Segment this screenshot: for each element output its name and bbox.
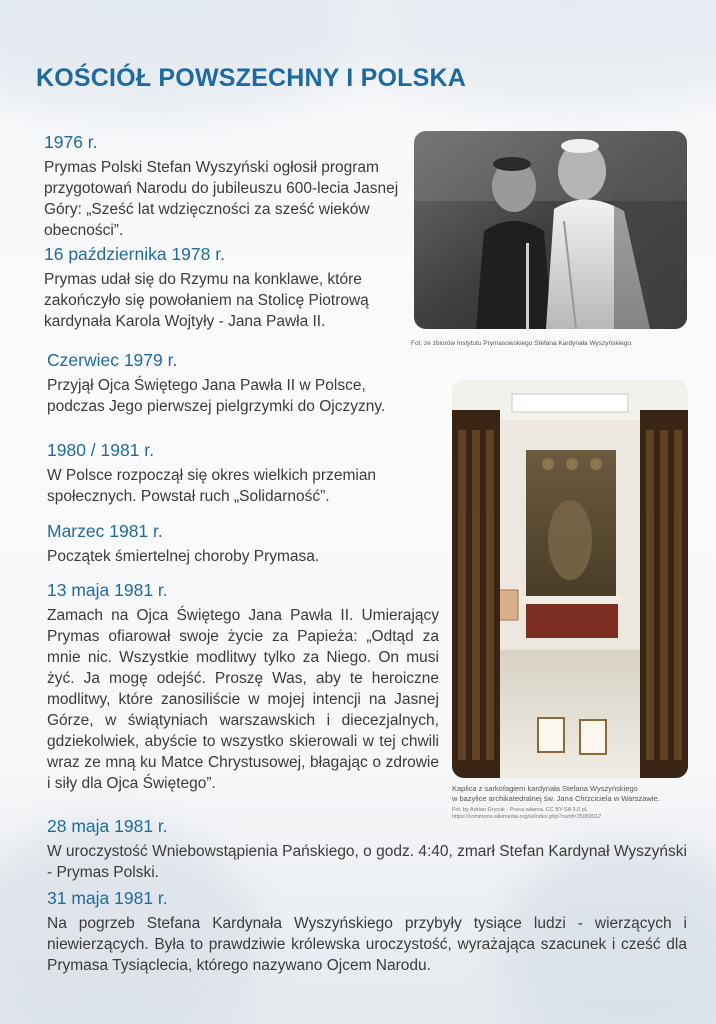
entry-date: Czerwiec 1979 r. bbox=[47, 350, 178, 370]
background-cloud bbox=[380, 0, 716, 110]
entry-text: W Polsce rozpoczął się okres wielkich przemian społecznych. Powstał ruch „Solidarność”. bbox=[47, 467, 377, 505]
timeline-entry bbox=[47, 521, 427, 567]
entry-date: 16 października 1978 r. bbox=[44, 244, 225, 264]
entry-date: 1980 / 1981 r. bbox=[47, 440, 155, 460]
photo-image bbox=[414, 131, 687, 329]
page-title: KOŚCIÓŁ POWSZECHNY I POLSKA bbox=[36, 64, 466, 92]
entry-date: Marzec 1981 r. bbox=[47, 521, 163, 541]
entry-text: Na pogrzeb Stefana Kardynała Wyszyńskiego przybyły tysiące ludzi - wierzących i niewierzących. Była to prawdziwie królewska uroczystość, wyrażająca szacunek i cześć dla Prymasa Tysiąclecia, którego nazywano Ojcem Narodu. bbox=[47, 915, 687, 974]
entry-text: Przyjął Ojca Świętego Jana Pawła II w Polsce, podczas Jego pierwszej pielgrzymki do Ojczyzny. bbox=[47, 377, 386, 415]
photo-primate-and-pope bbox=[414, 131, 687, 329]
timeline-entry bbox=[47, 580, 439, 794]
entry-date: 31 maja 1981 r. bbox=[47, 888, 168, 908]
entry-text: Zamach na Ojca Świętego Jana Pawła II. Umierający Prymas ofiarował swoje życie za Papieża: „Odtąd za mnie nic. Wszystkie modlitwy tylko za Niego. On musi żyć. Ja mogę odejść. Proszę Was, aby te heroiczne modlitwy, które zanosiliście w mojej intencji na Jasnej Górze, w świątyniach warszawskich i diecezjalnych, gdziekolwiek, abyście to wszystko skierowali w tej chwili wraz ze mną ku Matce Chrystusowej, błagając o zdrowie i siły dla Ojca Świętego”. bbox=[47, 607, 439, 792]
timeline-entry bbox=[47, 816, 687, 883]
credit-line: Fot. by Adrian Grycuk - Praca własna, CC BY-SA 3.0 pl, bbox=[452, 807, 588, 813]
entry-text: Prymas Polski Stefan Wyszyński ogłosił program przygotowań Narodu do jubileuszu 600-lecia Jasnej Góry: „Sześć lat wdzięczności za sześć wieków obecności”. bbox=[44, 159, 399, 239]
caption-line: Kaplica z sarkofagiem kardynała Stefana Wyszyńskiego bbox=[452, 784, 638, 793]
photo-caption: Fot. ze zbiorów Instytutu Prymasowskiego Stefana Kardynała Wyszyńskiego. bbox=[411, 340, 633, 347]
caption-line: w bazylice archikatedralnej św. Jana Chrzciciela w Warszawie. bbox=[452, 794, 660, 803]
photo-caption bbox=[452, 784, 712, 804]
entry-date: 1976 r. bbox=[44, 132, 98, 152]
timeline-entry bbox=[47, 888, 687, 976]
timeline-entry bbox=[47, 440, 432, 507]
timeline-entry bbox=[44, 244, 399, 332]
photo-image bbox=[452, 380, 688, 778]
entry-date: 28 maja 1981 r. bbox=[47, 816, 168, 836]
credit-line: https://commons.wikimedia.org/w/index.php?curid=25069912 bbox=[452, 814, 602, 820]
entry-text: Prymas udał się do Rzymu na konklawe, które zakończyło się powołaniem na Stolicę Piotrową kardynała Karola Wojtyły - Jana Pawła II. bbox=[44, 271, 369, 330]
timeline-entry bbox=[44, 132, 404, 241]
timeline-entry bbox=[47, 350, 417, 417]
background-cloud bbox=[0, 0, 360, 120]
photo-chapel-sarcophagus bbox=[452, 380, 688, 778]
entry-date: 13 maja 1981 r. bbox=[47, 580, 168, 600]
entry-text: W uroczystość Wniebowstąpienia Pańskiego, o godz. 4:40, zmarł Stefan Kardynał Wyszyński - Prymas Polski. bbox=[47, 843, 687, 881]
entry-text: Początek śmiertelnej choroby Prymasa. bbox=[47, 548, 320, 565]
